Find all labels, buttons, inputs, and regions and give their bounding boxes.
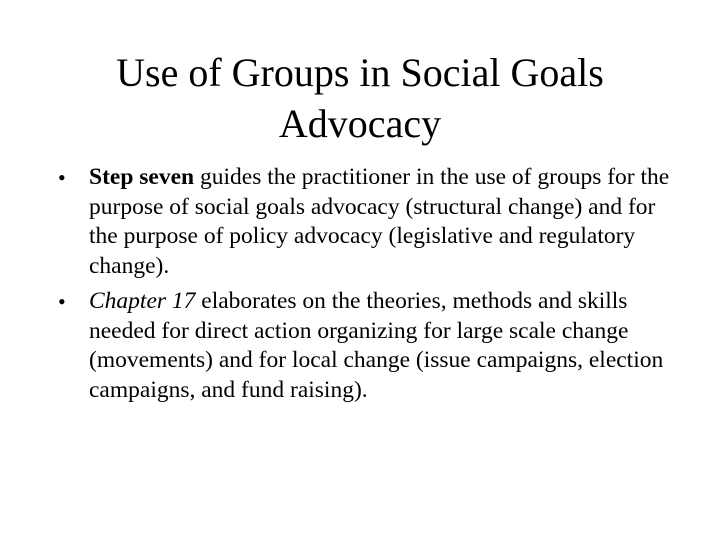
bullet-item-step-seven bbox=[58, 163, 678, 281]
bullet-list bbox=[58, 163, 678, 411]
bullet-marker: • bbox=[58, 165, 66, 190]
slide-title bbox=[30, 47, 690, 149]
bullet-marker: • bbox=[58, 289, 66, 314]
bullet-text-chapter-17: elaborates on the theories, methods and skills needed for direct action organizing for large scale change (movements) and for local change (issue campaigns, election campaigns, and fund raising). bbox=[89, 288, 664, 403]
bullet-lead-chapter-17: Chapter 17 bbox=[89, 288, 196, 314]
bullet-lead-step-seven: Step seven bbox=[89, 164, 195, 190]
slide-title-line-1: Use of Groups in Social Goals bbox=[116, 50, 604, 95]
bullet-item-chapter-17 bbox=[58, 287, 678, 405]
bullet-text-step-seven: guides the practitioner in the use of groups for the purpose of social goals advocacy (structural change) and for the purpose of policy advocacy (legislative and regulatory change). bbox=[89, 164, 670, 279]
slide-title-line-2: Advocacy bbox=[278, 101, 442, 146]
